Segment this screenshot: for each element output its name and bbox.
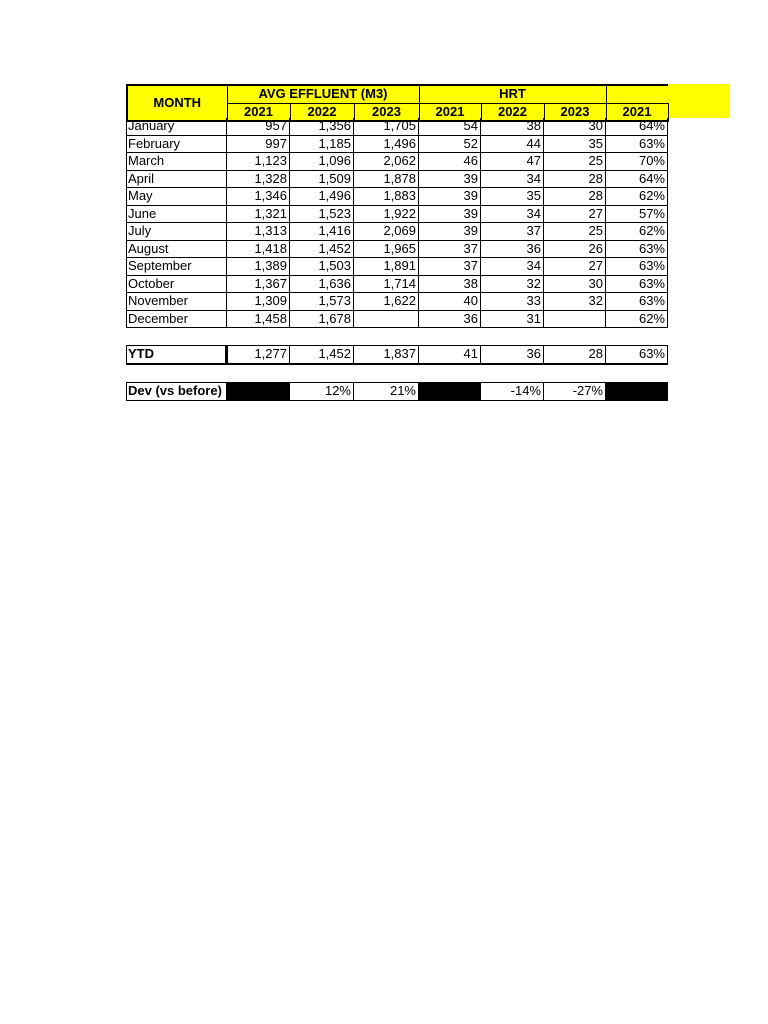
- hrt-header[interactable]: HRT: [419, 85, 606, 103]
- value-cell[interactable]: 1,965: [354, 240, 419, 258]
- value-cell[interactable]: 1,367: [227, 275, 290, 293]
- ytd-cell[interactable]: 1,837: [354, 346, 419, 364]
- year-header-hrt-2023[interactable]: 2023: [544, 103, 606, 121]
- value-cell[interactable]: 34: [481, 258, 544, 276]
- value-cell[interactable]: 1,452: [290, 240, 354, 258]
- value-cell[interactable]: 35: [481, 188, 544, 206]
- value-cell[interactable]: 34: [481, 205, 544, 223]
- value-cell[interactable]: 1,309: [227, 293, 290, 311]
- value-cell[interactable]: 63%: [606, 258, 668, 276]
- value-cell[interactable]: 1,883: [354, 188, 419, 206]
- value-cell[interactable]: 38: [481, 118, 544, 135]
- value-cell[interactable]: 54: [419, 118, 481, 135]
- value-cell[interactable]: 35: [544, 135, 606, 153]
- value-cell[interactable]: 62%: [606, 223, 668, 241]
- value-cell[interactable]: 1,573: [290, 293, 354, 311]
- year-header-effluent-2023[interactable]: 2023: [354, 103, 419, 121]
- value-cell[interactable]: 957: [227, 118, 290, 135]
- value-cell[interactable]: 39: [419, 205, 481, 223]
- ytd-row: [127, 346, 668, 364]
- ytd-cell[interactable]: 41: [419, 346, 481, 364]
- value-cell[interactable]: 25: [544, 223, 606, 241]
- monthly-data-table: [126, 118, 668, 328]
- value-cell[interactable]: [544, 310, 606, 328]
- month-cell[interactable]: November: [127, 293, 227, 311]
- value-cell[interactable]: 37: [419, 258, 481, 276]
- header-fill-extension: [668, 84, 730, 118]
- dev-label[interactable]: Dev (vs before): [127, 383, 227, 401]
- table-row: [127, 240, 668, 258]
- value-cell[interactable]: 47: [481, 153, 544, 171]
- dev-blank-cell[interactable]: [419, 383, 481, 401]
- value-cell[interactable]: 44: [481, 135, 544, 153]
- third-group-header[interactable]: [606, 85, 668, 103]
- value-cell[interactable]: 63%: [606, 135, 668, 153]
- value-cell[interactable]: 1,458: [227, 310, 290, 328]
- value-cell[interactable]: 52: [419, 135, 481, 153]
- year-header-third-2021[interactable]: 2021: [606, 103, 668, 121]
- dev-blank-cell[interactable]: [227, 383, 290, 401]
- table-row: [127, 205, 668, 223]
- value-cell[interactable]: 1,503: [290, 258, 354, 276]
- value-cell[interactable]: 1,185: [290, 135, 354, 153]
- value-cell[interactable]: 64%: [606, 118, 668, 135]
- value-cell[interactable]: 1,328: [227, 170, 290, 188]
- month-cell[interactable]: February: [127, 135, 227, 153]
- value-cell[interactable]: 38: [419, 275, 481, 293]
- value-cell[interactable]: 40: [419, 293, 481, 311]
- month-cell[interactable]: December: [127, 310, 227, 328]
- header-table: [126, 84, 669, 122]
- dev-cell[interactable]: 21%: [354, 383, 419, 401]
- value-cell[interactable]: 25: [544, 153, 606, 171]
- value-cell[interactable]: 32: [544, 293, 606, 311]
- value-cell[interactable]: 1,356: [290, 118, 354, 135]
- value-cell[interactable]: 1,123: [227, 153, 290, 171]
- value-cell[interactable]: 1,313: [227, 223, 290, 241]
- month-cell[interactable]: March: [127, 153, 227, 171]
- value-cell[interactable]: 2,069: [354, 223, 419, 241]
- value-cell[interactable]: 36: [419, 310, 481, 328]
- ytd-cell[interactable]: 36: [481, 346, 544, 364]
- year-header-hrt-2022[interactable]: 2022: [481, 103, 544, 121]
- dev-table: [126, 382, 668, 401]
- value-cell[interactable]: 32: [481, 275, 544, 293]
- value-cell[interactable]: 46: [419, 153, 481, 171]
- value-cell[interactable]: 1,878: [354, 170, 419, 188]
- value-cell[interactable]: 1,096: [290, 153, 354, 171]
- value-cell[interactable]: 1,321: [227, 205, 290, 223]
- month-cell[interactable]: October: [127, 275, 227, 293]
- dev-cell[interactable]: -27%: [544, 383, 606, 401]
- month-cell[interactable]: January: [127, 118, 227, 135]
- table-row: [127, 170, 668, 188]
- value-cell[interactable]: 70%: [606, 153, 668, 171]
- month-cell[interactable]: August: [127, 240, 227, 258]
- value-cell[interactable]: 1,714: [354, 275, 419, 293]
- value-cell[interactable]: [354, 310, 419, 328]
- value-cell[interactable]: 2,062: [354, 153, 419, 171]
- ytd-table: [126, 345, 668, 365]
- value-cell[interactable]: 1,922: [354, 205, 419, 223]
- value-cell[interactable]: 28: [544, 170, 606, 188]
- dev-row: [127, 383, 668, 401]
- table-row: [127, 310, 668, 328]
- ytd-cell[interactable]: 1,452: [290, 346, 354, 364]
- value-cell[interactable]: 1,509: [290, 170, 354, 188]
- table-row: [127, 258, 668, 276]
- value-cell[interactable]: 1,523: [290, 205, 354, 223]
- value-cell[interactable]: 39: [419, 170, 481, 188]
- table-row: [127, 293, 668, 311]
- value-cell[interactable]: 63%: [606, 293, 668, 311]
- year-header-hrt-2021[interactable]: 2021: [419, 103, 481, 121]
- value-cell[interactable]: 1,496: [354, 135, 419, 153]
- value-cell[interactable]: 1,678: [290, 310, 354, 328]
- ytd-cell[interactable]: 63%: [606, 346, 668, 364]
- value-cell[interactable]: 30: [544, 118, 606, 135]
- ytd-cell[interactable]: 1,277: [227, 346, 290, 364]
- value-cell[interactable]: 1,705: [354, 118, 419, 135]
- value-cell[interactable]: 1,418: [227, 240, 290, 258]
- value-cell[interactable]: 30: [544, 275, 606, 293]
- table-row: [127, 275, 668, 293]
- value-cell[interactable]: 28: [544, 188, 606, 206]
- value-cell[interactable]: 39: [419, 223, 481, 241]
- month-cell[interactable]: May: [127, 188, 227, 206]
- avg-effluent-header[interactable]: AVG EFFLUENT (M3): [227, 85, 419, 103]
- value-cell[interactable]: 1,496: [290, 188, 354, 206]
- value-cell[interactable]: 1,416: [290, 223, 354, 241]
- value-cell[interactable]: 1,389: [227, 258, 290, 276]
- month-cell[interactable]: April: [127, 170, 227, 188]
- value-cell[interactable]: 64%: [606, 170, 668, 188]
- table-row: [127, 223, 668, 241]
- month-cell[interactable]: September: [127, 258, 227, 276]
- value-cell[interactable]: 1,891: [354, 258, 419, 276]
- value-cell[interactable]: 34: [481, 170, 544, 188]
- value-cell[interactable]: 63%: [606, 275, 668, 293]
- dev-blank-cell[interactable]: [606, 383, 668, 401]
- value-cell[interactable]: 997: [227, 135, 290, 153]
- value-cell[interactable]: 1,346: [227, 188, 290, 206]
- value-cell[interactable]: 37: [419, 240, 481, 258]
- table-row: [127, 188, 668, 206]
- ytd-label[interactable]: YTD: [127, 346, 227, 364]
- value-cell[interactable]: 27: [544, 258, 606, 276]
- month-header[interactable]: MONTH: [127, 85, 227, 121]
- year-header-effluent-2022[interactable]: 2022: [290, 103, 354, 121]
- table-row: [127, 153, 668, 171]
- value-cell[interactable]: 62%: [606, 188, 668, 206]
- value-cell[interactable]: 63%: [606, 240, 668, 258]
- table-row: [127, 118, 668, 135]
- value-cell[interactable]: 31: [481, 310, 544, 328]
- value-cell[interactable]: 57%: [606, 205, 668, 223]
- ytd-cell[interactable]: 28: [544, 346, 606, 364]
- table-row: [127, 135, 668, 153]
- value-cell[interactable]: 37: [481, 223, 544, 241]
- year-header-effluent-2021[interactable]: 2021: [227, 103, 290, 121]
- dev-cell[interactable]: 12%: [290, 383, 354, 401]
- value-cell[interactable]: 27: [544, 205, 606, 223]
- value-cell[interactable]: 62%: [606, 310, 668, 328]
- value-cell[interactable]: 26: [544, 240, 606, 258]
- value-cell[interactable]: 36: [481, 240, 544, 258]
- value-cell[interactable]: 1,636: [290, 275, 354, 293]
- value-cell[interactable]: 39: [419, 188, 481, 206]
- dev-cell[interactable]: -14%: [481, 383, 544, 401]
- month-cell[interactable]: July: [127, 223, 227, 241]
- month-cell[interactable]: June: [127, 205, 227, 223]
- value-cell[interactable]: 1,622: [354, 293, 419, 311]
- value-cell[interactable]: 33: [481, 293, 544, 311]
